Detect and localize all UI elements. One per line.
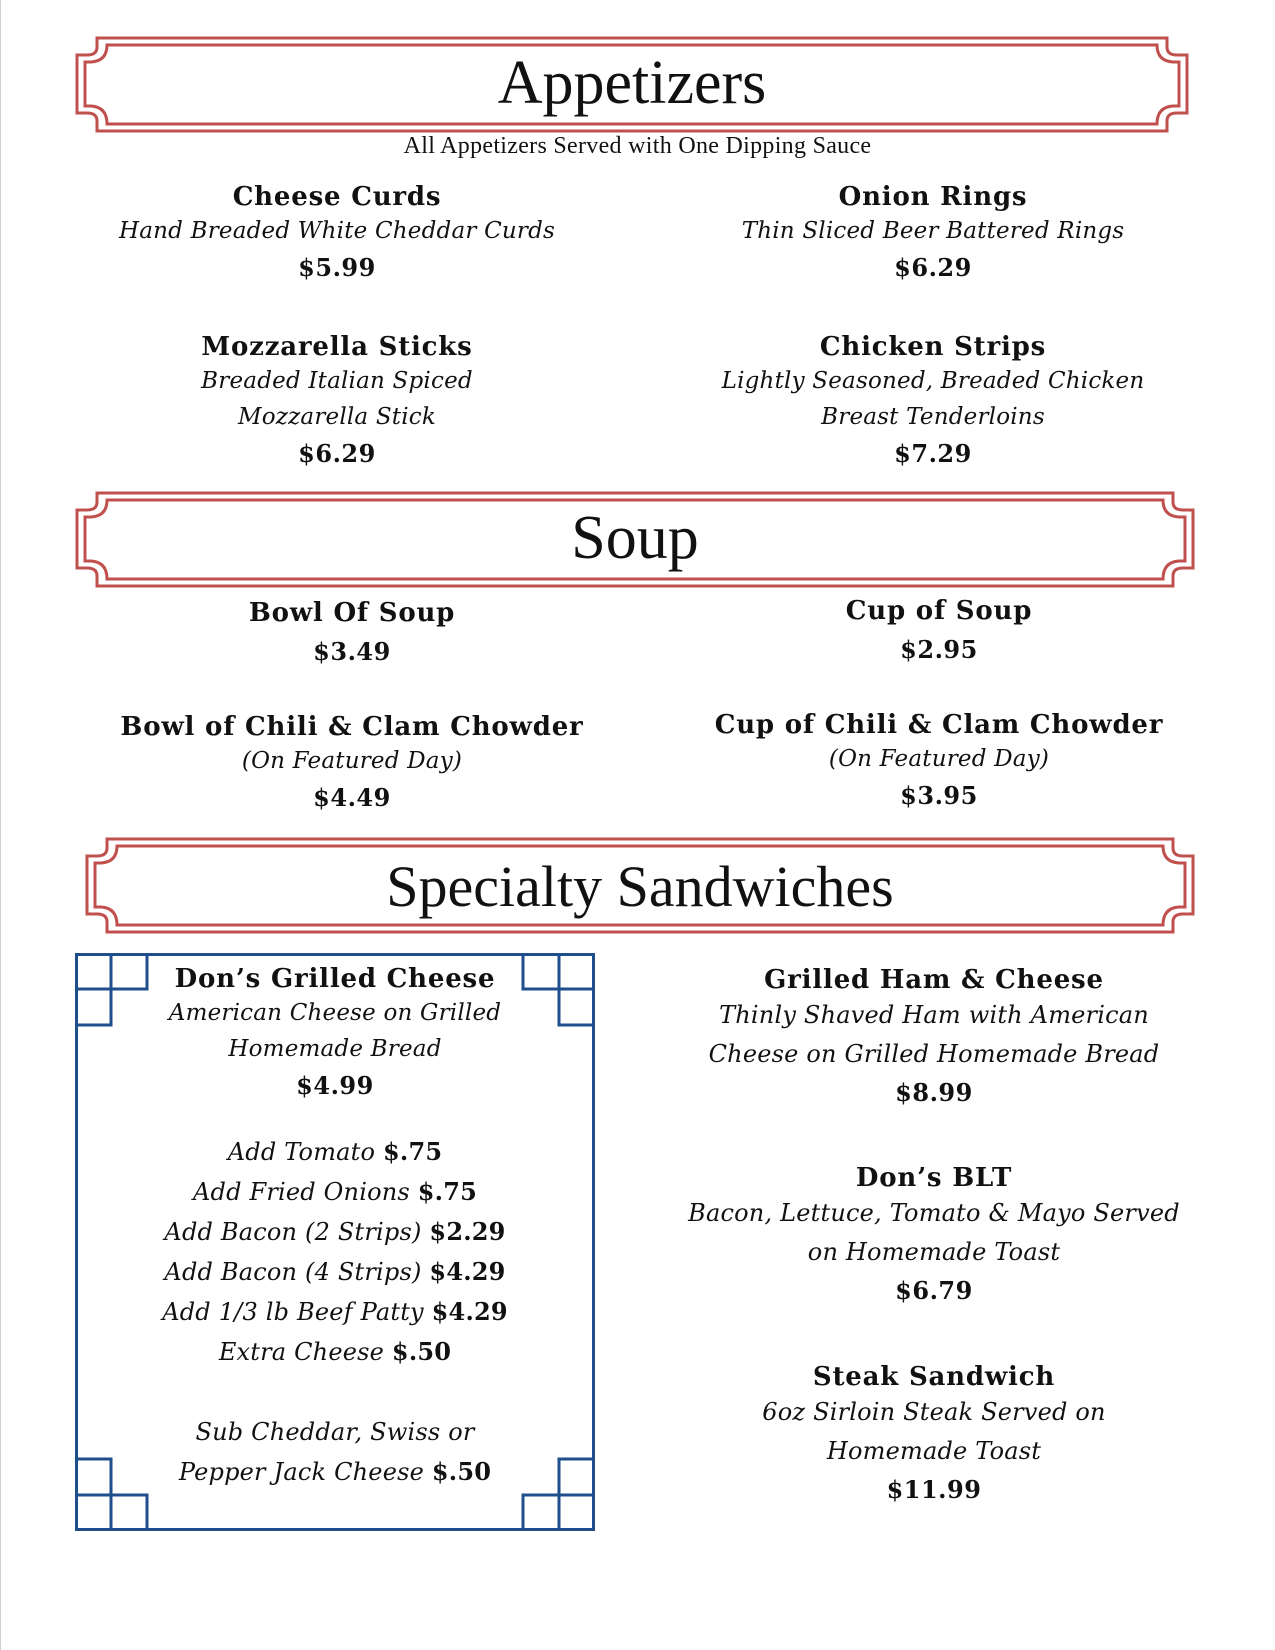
item-price: $3.49 [313, 637, 391, 666]
item-description: Thin Sliced Beer Battered Rings [741, 218, 1125, 244]
page-edge [0, 0, 1, 1650]
addon-line [75, 1292, 595, 1332]
section-title-appetizers: Appetizers [497, 49, 767, 117]
item-price: $11.99 [886, 1475, 982, 1504]
item-price: $7.29 [894, 439, 972, 468]
menu-item-steak-sandwich [664, 1361, 1204, 1509]
item-price: $6.29 [298, 439, 376, 468]
item-description: American Cheese on Grilled [168, 1000, 502, 1026]
addon-line [75, 1172, 595, 1212]
menu-item-grilled-ham-cheese [664, 964, 1204, 1112]
menu-item-cheese-curds [87, 181, 587, 287]
item-price: $5.99 [298, 253, 376, 282]
addon-price: $.75 [417, 1177, 478, 1206]
item-price: $3.95 [900, 781, 978, 810]
addon-line [75, 1132, 595, 1172]
item-description: Thinly Shaved Ham with American [719, 1001, 1149, 1029]
item-name: Bowl Of Soup [248, 598, 456, 628]
addon-price: $.75 [383, 1137, 443, 1166]
item-description: Homemade Bread [228, 1036, 442, 1062]
addon-price: $4.29 [431, 1297, 508, 1326]
item-description: Bacon, Lettuce, Tomato & Mayo Served [688, 1199, 1180, 1227]
addon-line [75, 1212, 595, 1252]
addon-label: Add Bacon (4 Strips) [164, 1258, 422, 1286]
item-name: Cup of Chili & Clam Chowder [714, 710, 1164, 740]
item-name: Grilled Ham & Cheese [764, 965, 1104, 995]
menu-item-bowl-of-chili-clam-chowder [102, 711, 602, 817]
addon-price: $2.29 [429, 1217, 506, 1246]
item-description: Mozzarella Stick [237, 404, 437, 430]
soup-banner [73, 490, 1197, 589]
item-description: Breaded Italian Spiced [201, 368, 473, 394]
addon-line [75, 1252, 595, 1292]
section-title-specialty-sandwiches: Specialty Sandwiches [386, 854, 894, 919]
appetizers-subtitle: All Appetizers Served with One Dipping Sauce [403, 133, 872, 159]
menu-item-onion-rings [683, 181, 1183, 287]
addon-label: Add 1/3 lb Beef Patty [162, 1298, 424, 1326]
item-description: Lightly Seasoned, Breaded Chicken [721, 368, 1145, 394]
menu-item-bowl-of-soup [102, 597, 602, 671]
item-name: Don’s Grilled Cheese [174, 964, 496, 994]
menu-item-chicken-strips [683, 331, 1183, 473]
addon-label: Add Bacon (2 Strips) [164, 1218, 422, 1246]
addon-line [75, 1332, 595, 1372]
item-price: $6.79 [895, 1276, 973, 1305]
item-name: Cup of Soup [845, 596, 1033, 626]
addon-price: $.50 [391, 1337, 452, 1366]
menu-item-dons-blt [664, 1162, 1204, 1310]
item-price: $8.99 [895, 1078, 973, 1107]
addon-price: $4.29 [429, 1257, 506, 1286]
sub-cheese-note [75, 1452, 595, 1492]
item-description: Homemade Toast [826, 1437, 1042, 1465]
sub-cheese-label: Pepper Jack Cheese [178, 1458, 425, 1486]
item-description: Hand Breaded White Cheddar Curds [119, 218, 555, 244]
appetizers-banner [73, 35, 1191, 134]
addon-label: Add Tomato [227, 1138, 376, 1166]
sandwiches-banner [83, 836, 1197, 935]
grilled-cheese-content [75, 963, 595, 1492]
item-description: on Homemade Toast [807, 1238, 1061, 1266]
item-price: $6.29 [894, 253, 972, 282]
item-name: Mozzarella Sticks [201, 332, 473, 362]
item-description: Breast Tenderloins [821, 404, 1045, 430]
item-name: Onion Rings [838, 182, 1028, 212]
item-price: $2.95 [900, 635, 978, 664]
addon-label: Extra Cheese [218, 1338, 385, 1366]
item-description: (On Featured Day) [241, 748, 463, 774]
menu-item-mozzarella-sticks [87, 331, 587, 473]
item-description: (On Featured Day) [828, 746, 1050, 772]
item-price: $4.49 [313, 783, 391, 812]
grilled-cheese-box [75, 953, 595, 1531]
section-title-soup: Soup [571, 504, 699, 572]
menu-item-cup-of-chili-clam-chowder [689, 709, 1189, 815]
item-name: Bowl of Chili & Clam Chowder [120, 712, 584, 742]
item-name: Cheese Curds [232, 182, 442, 212]
item-description: Cheese on Grilled Homemade Bread [708, 1040, 1160, 1068]
sub-cheese-note: Sub Cheddar, Swiss or [195, 1418, 475, 1446]
sub-cheese-price: $.50 [431, 1457, 492, 1486]
item-name: Don’s BLT [855, 1163, 1013, 1193]
addon-label: Add Fried Onions [192, 1178, 410, 1206]
item-description: 6oz Sirloin Steak Served on [762, 1398, 1106, 1426]
item-name: Chicken Strips [819, 332, 1047, 362]
menu-item-cup-of-soup [689, 595, 1189, 669]
item-name: Steak Sandwich [812, 1362, 1056, 1392]
item-price: $4.99 [296, 1071, 374, 1100]
